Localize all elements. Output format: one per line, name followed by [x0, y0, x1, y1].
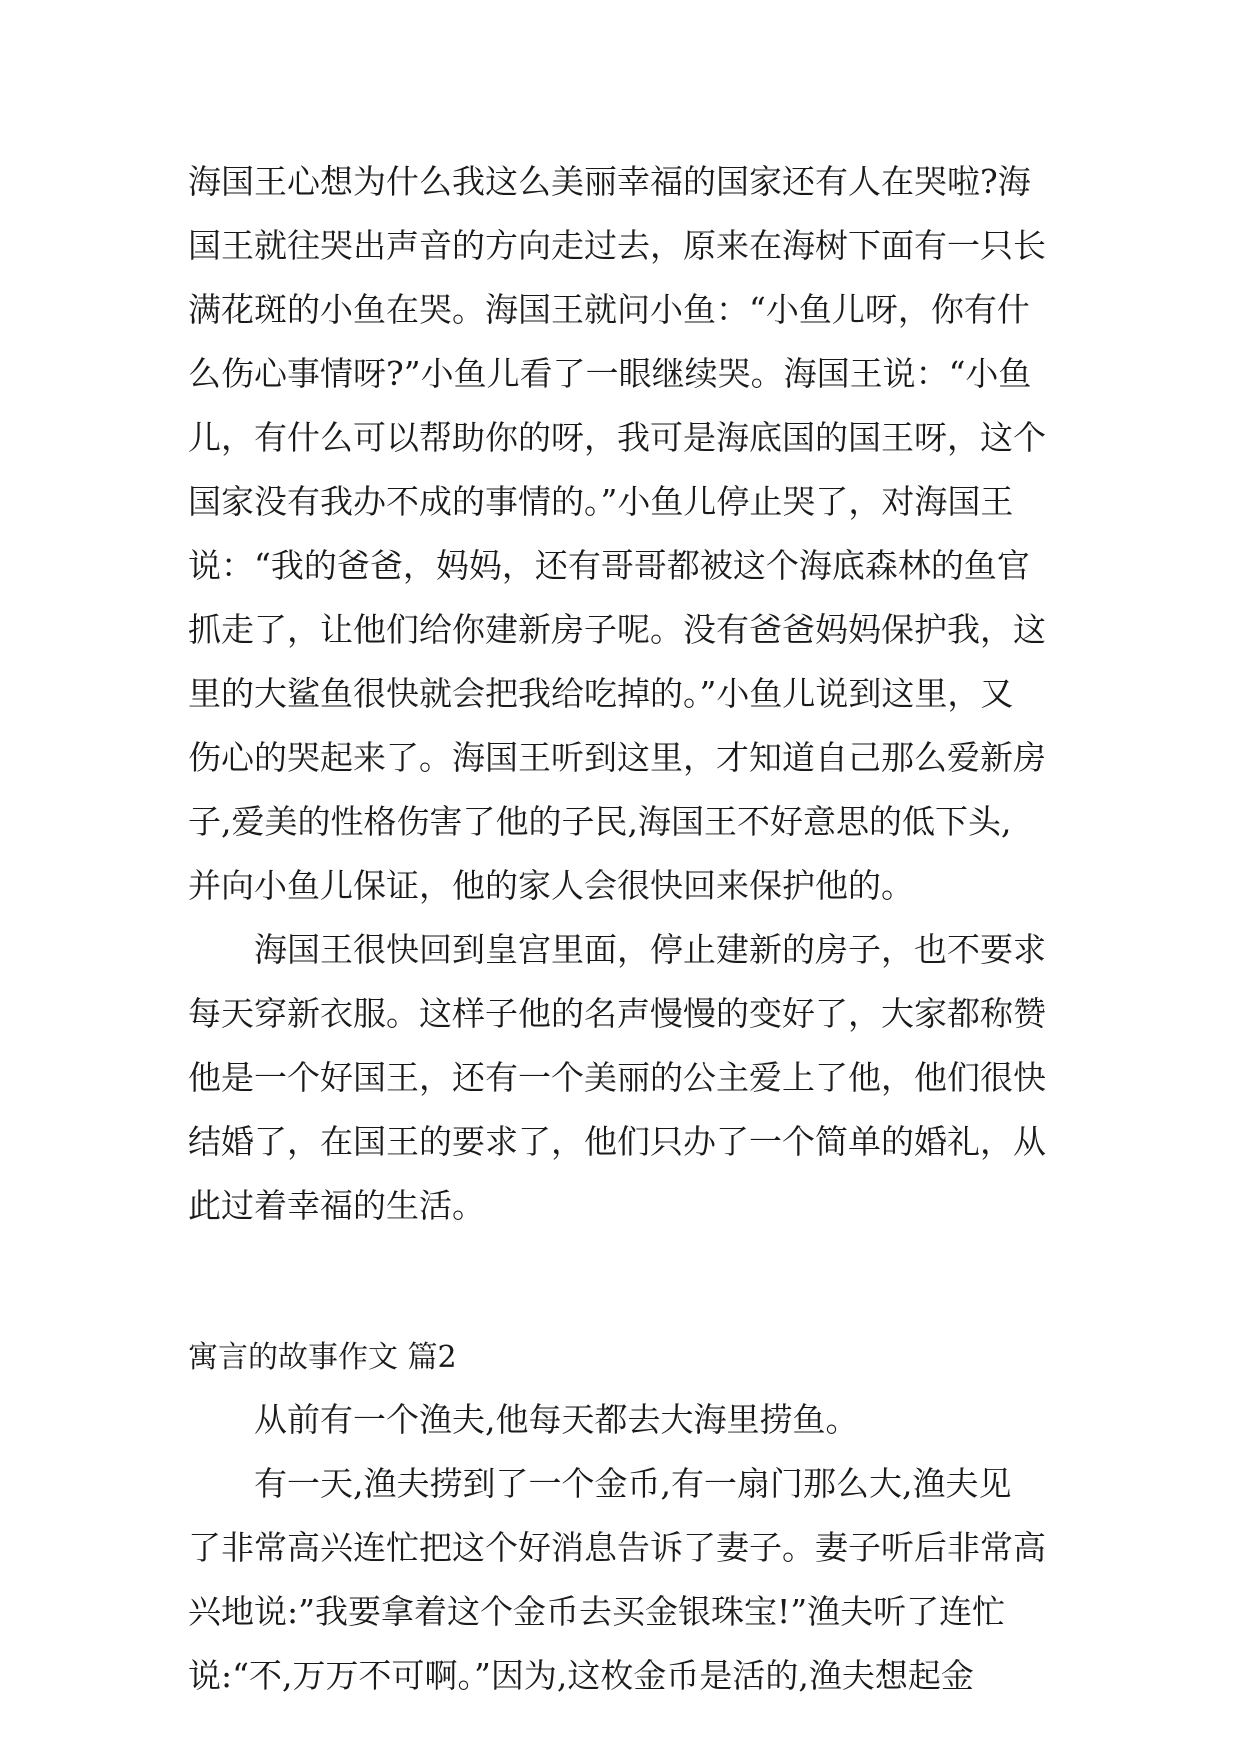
paragraph-line: 抓走了，让他们给你建新房子呢。没有爸爸妈妈保护我，这	[188, 610, 1046, 649]
paragraph-line: 海国王心想为什么我这么美丽幸福的国家还有人在哭啦?海	[188, 162, 1031, 201]
paragraph-line: 从前有一个渔夫,他每天都去大海里捞鱼。	[254, 1400, 859, 1439]
paragraph-line: 伤心的哭起来了。海国王听到这里，才知道自己那么爱新房	[188, 738, 1046, 777]
paragraph-line: 说:“不,万万不可啊。”因为,这枚金币是活的,渔夫想起金	[188, 1656, 974, 1695]
paragraph-line: 每天穿新衣服。这样子他的名声慢慢的变好了，大家都称赞	[188, 994, 1046, 1033]
section-heading: 寓言的故事作文 篇2	[188, 1340, 457, 1375]
paragraph-line: 里的大鲨鱼很快就会把我给吃掉的。”小鱼儿说到这里，又	[188, 674, 1014, 713]
paragraph-line: 满花斑的小鱼在哭。海国王就问小鱼：“小鱼儿呀，你有什	[188, 290, 1030, 329]
paragraph-line: 了非常高兴连忙把这个好消息告诉了妻子。妻子听后非常高	[188, 1528, 1046, 1567]
paragraph-line: 并向小鱼儿保证，他的家人会很快回来保护他的。	[188, 866, 914, 905]
paragraph-line: 儿，有什么可以帮助你的呀，我可是海底国的国王呀，这个	[188, 418, 1046, 457]
paragraph-line: 海国王很快回到皇宫里面，停止建新的房子，也不要求	[254, 930, 1046, 969]
paragraph-line: 子,爱美的性格伤害了他的子民,海国王不好意思的低下头,	[188, 802, 1012, 841]
paragraph-line: 兴地说:”我要拿着这个金币去买金银珠宝!”渔夫听了连忙	[188, 1592, 1006, 1631]
paragraph-line: 他是一个好国王，还有一个美丽的公主爱上了他，他们很快	[188, 1058, 1046, 1097]
paragraph-line: 么伤心事情呀?”小鱼儿看了一眼继续哭。海国王说：“小鱼	[188, 354, 1032, 393]
paragraph-line: 有一天,渔夫捞到了一个金币,有一扇门那么大,渔夫见	[254, 1464, 1012, 1503]
paragraph-line: 国家没有我办不成的事情的。”小鱼儿停止哭了，对海国王	[188, 482, 1014, 521]
paragraph-line: 说：“我的爸爸，妈妈，还有哥哥都被这个海底森林的鱼官	[188, 546, 1030, 585]
paragraph-line: 国王就往哭出声音的方向走过去，原来在海树下面有一只长	[188, 226, 1046, 265]
paragraph-line: 此过着幸福的生活。	[188, 1186, 485, 1225]
paragraph-line: 结婚了，在国王的要求了，他们只办了一个简单的婚礼，从	[188, 1122, 1046, 1161]
